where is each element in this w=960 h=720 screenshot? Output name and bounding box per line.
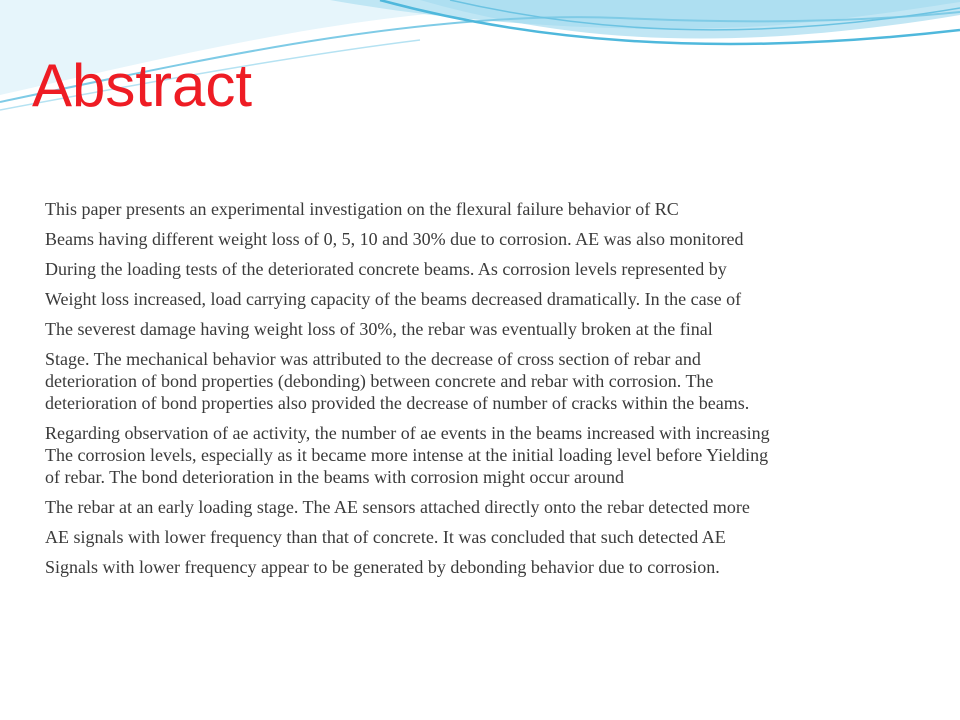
abstract-line: deterioration of bond properties (debonding) between concrete and rebar with corrosion. The (45, 371, 714, 391)
abstract-line: AE signals with lower frequency than that of concrete. It was concluded that such detected AE (45, 527, 726, 547)
abstract-line: Signals with lower frequency appear to be generated by debonding behavior due to corrosion. (45, 557, 720, 577)
abstract-line: The severest damage having weight loss of 30%, the rebar was eventually broken at the final (45, 319, 713, 339)
abstract-line: During the loading tests of the deteriorated concrete beams. As corrosion levels represented by (45, 259, 727, 279)
abstract-line: Beams having different weight loss of 0, 5, 10 and 30% due to corrosion. AE was also monitored (45, 229, 744, 249)
abstract-line: This paper presents an experimental investigation on the flexural failure behavior of RC (45, 199, 679, 219)
abstract-body (45, 198, 945, 578)
abstract-line: of rebar. The bond deterioration in the beams with corrosion might occur around (45, 467, 625, 487)
abstract-line: Regarding observation of ae activity, the number of ae events in the beams increased with increasing (45, 423, 770, 443)
abstract-line: deterioration of bond properties also provided the decrease of number of cracks within the beams. (45, 393, 750, 413)
page-title: Abstract (32, 52, 253, 119)
abstract-line: The corrosion levels, especially as it became more intense at the initial loading level before Yielding (45, 445, 769, 465)
abstract-line: The rebar at an early loading stage. The AE sensors attached directly onto the rebar detected more (45, 497, 750, 517)
abstract-line: Weight loss increased, load carrying capacity of the beams decreased dramatically. In the case of (45, 289, 742, 309)
abstract-line: Stage. The mechanical behavior was attributed to the decrease of cross section of rebar and (45, 349, 701, 369)
